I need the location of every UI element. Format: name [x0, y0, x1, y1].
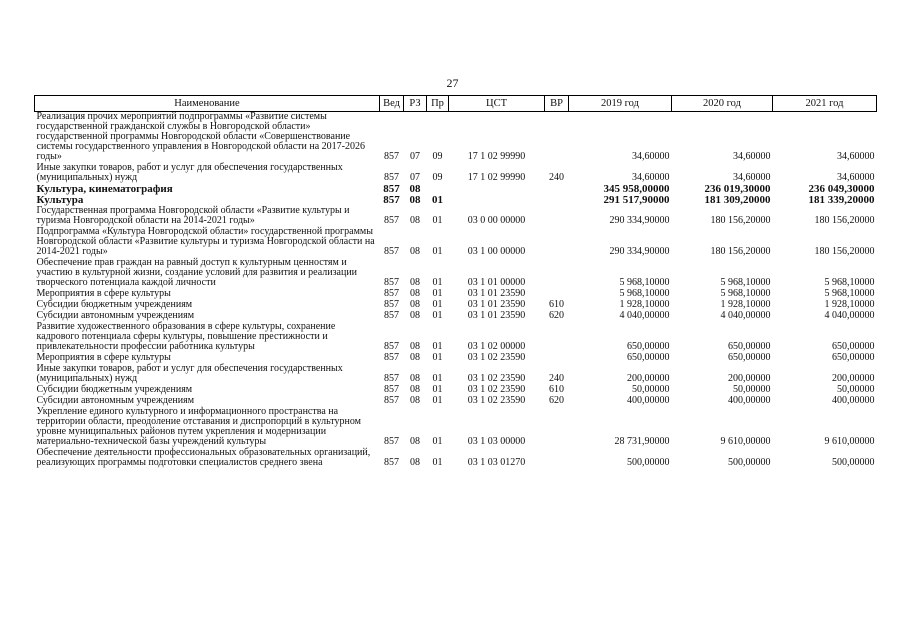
row-rz-cell: 08 — [410, 457, 420, 468]
row-rz-cell: 08 — [410, 277, 420, 288]
row-2021-cell: 1 928,10000 — [824, 299, 875, 310]
header-vr: ВР — [545, 96, 569, 112]
row-2020-cell: 4 040,00000 — [720, 310, 771, 321]
row-rz-cell: 08 — [410, 215, 420, 226]
row-name-cell: Субсидии автономным учреждениям — [36, 395, 195, 406]
header-2019: 2019 год — [569, 96, 672, 112]
row-pr-cell: 01 — [432, 310, 443, 321]
table-row — [35, 163, 877, 184]
row-vr-cell — [545, 227, 569, 258]
row-2020-cell: 1 928,10000 — [720, 299, 771, 310]
row-cst-cell: 03 1 00 00000 — [467, 246, 526, 257]
row-2019-cell: 34,60000 — [632, 151, 670, 162]
row-2020-cell: 34,60000 — [733, 172, 771, 183]
row-pr-cell: 01 — [432, 384, 443, 395]
row-2020-cell: 180 156,20000 — [710, 246, 771, 257]
table-row — [35, 364, 877, 385]
row-ved-cell: 857 — [384, 395, 399, 406]
row-pr-cell: 01 — [432, 341, 443, 352]
row-cst-cell: 03 1 02 00000 — [467, 341, 526, 352]
header-name: Наименование — [35, 96, 380, 112]
row-2019-cell: 28 731,90000 — [614, 436, 670, 447]
row-ved-cell: 857 — [384, 373, 399, 384]
row-vr-cell: 610 — [549, 299, 564, 310]
row-vr-cell — [545, 195, 569, 206]
row-2021-cell: 236 049,30000 — [808, 183, 875, 195]
row-rz-cell: 08 — [410, 352, 420, 363]
row-2021-cell: 4 040,00000 — [824, 310, 875, 321]
row-cst-cell: 03 1 02 23590 — [467, 395, 526, 406]
row-2021-cell: 34,60000 — [837, 151, 875, 162]
row-vr-cell — [545, 112, 569, 164]
table-body — [35, 112, 877, 470]
table-row — [35, 206, 877, 227]
header-pr: Пр — [427, 96, 449, 112]
row-2021-cell: 5 968,10000 — [824, 288, 875, 299]
row-cst-cell: 03 1 01 00000 — [467, 277, 526, 288]
row-2019-cell: 5 968,10000 — [619, 277, 670, 288]
row-2019-cell: 500,00000 — [627, 457, 670, 468]
row-cst-cell: 03 1 02 23590 — [467, 373, 526, 384]
row-ved-cell: 857 — [384, 352, 399, 363]
row-2020-cell: 650,00000 — [728, 341, 771, 352]
row-2019-cell: 1 928,10000 — [619, 299, 670, 310]
row-rz-cell: 08 — [410, 246, 420, 257]
row-ved-cell: 857 — [384, 310, 399, 321]
row-2020-cell: 181 309,20000 — [704, 194, 771, 206]
row-name-cell: Обеспечение прав граждан на равный доступ к культурным ценностям и участию в культурной жизни, создание условий для развития и реализации творческого потенциала каждой личности — [36, 257, 358, 288]
row-pr-cell: 09 — [432, 151, 443, 162]
row-ved-cell: 857 — [383, 183, 400, 195]
header-2020: 2020 год — [672, 96, 773, 112]
row-2021-cell: 200,00000 — [832, 373, 875, 384]
row-rz-cell: 08 — [410, 299, 420, 310]
row-rz-cell: 07 — [410, 151, 420, 162]
row-ved-cell: 857 — [384, 457, 399, 468]
row-pr-cell: 01 — [432, 373, 443, 384]
row-ved-cell: 857 — [384, 277, 399, 288]
row-pr-cell: 01 — [432, 194, 443, 206]
row-name-cell: Мероприятия в сфере культуры — [36, 288, 171, 299]
row-2021-cell: 181 339,20000 — [808, 194, 875, 206]
row-rz-cell: 08 — [409, 183, 421, 195]
row-vr-cell: 240 — [549, 172, 564, 183]
row-2020-cell: 180 156,20000 — [710, 215, 771, 226]
row-vr-cell — [545, 448, 569, 469]
row-2019-cell: 650,00000 — [627, 341, 670, 352]
row-pr-cell: 01 — [432, 277, 443, 288]
row-name-cell: Субсидии бюджетным учреждениям — [36, 299, 193, 310]
row-pr-cell: 09 — [432, 172, 443, 183]
row-name-cell: Мероприятия в сфере культуры — [36, 352, 171, 363]
row-2021-cell: 650,00000 — [832, 352, 875, 363]
row-name-cell: Субсидии бюджетным учреждениям — [36, 384, 193, 395]
row-vr-cell: 620 — [549, 395, 564, 406]
row-ved-cell: 857 — [384, 172, 399, 183]
row-2021-cell: 34,60000 — [837, 172, 875, 183]
row-rz-cell: 08 — [410, 395, 420, 406]
row-ved-cell: 857 — [384, 384, 399, 395]
row-cst-cell: 03 1 01 23590 — [467, 299, 526, 310]
row-2020-cell: 650,00000 — [728, 352, 771, 363]
row-2019-cell: 345 958,00000 — [603, 183, 670, 195]
row-ved-cell: 857 — [384, 341, 399, 352]
row-2019-cell: 290 334,90000 — [609, 215, 670, 226]
row-vr-cell — [545, 206, 569, 227]
row-ved-cell: 857 — [384, 246, 399, 257]
row-cst-cell — [449, 195, 545, 206]
row-rz-cell: 08 — [410, 310, 420, 321]
row-2019-cell: 34,60000 — [632, 172, 670, 183]
row-2021-cell: 400,00000 — [832, 395, 875, 406]
row-2021-cell: 180 156,20000 — [814, 246, 875, 257]
row-ved-cell: 857 — [384, 436, 399, 447]
row-2019-cell: 5 968,10000 — [619, 288, 670, 299]
row-2019-cell: 291 517,90000 — [603, 194, 670, 206]
row-name-cell: Субсидии автономным учреждениям — [36, 310, 195, 321]
row-2019-cell: 290 334,90000 — [609, 246, 670, 257]
row-name-cell: Развитие художественного образования в сфере культуры, сохранение кадрового потенциала сферы культуры, повышение престижности и привлекательности профессии работника культуры — [36, 321, 336, 352]
table-row — [35, 407, 877, 448]
row-name-cell: Подпрограмма «Культура Новгородской области» государственной программы Новгородской области «Развитие культуры и туризма Новгородской области на 2014-2021 годы» — [36, 226, 375, 257]
row-cst-cell: 17 1 02 99990 — [467, 151, 526, 162]
row-cst-cell: 17 1 02 99990 — [467, 172, 526, 183]
header-rz: РЗ — [404, 96, 427, 112]
row-name-cell: Иные закупки товаров, работ и услуг для обеспечения государственных (муниципальных) нужд — [36, 162, 343, 183]
row-pr-cell: 01 — [432, 436, 443, 447]
table-row — [35, 227, 877, 258]
row-pr-cell: 01 — [432, 352, 443, 363]
row-ved-cell: 857 — [384, 151, 399, 162]
row-2019-cell: 200,00000 — [627, 373, 670, 384]
header-ved: Вед — [380, 96, 404, 112]
header-2021: 2021 год — [773, 96, 877, 112]
row-pr-cell: 01 — [432, 288, 443, 299]
row-2020-cell: 5 968,10000 — [720, 277, 771, 288]
row-pr-cell: 01 — [432, 395, 443, 406]
row-2020-cell: 400,00000 — [728, 395, 771, 406]
table-row — [35, 112, 877, 164]
row-2020-cell: 9 610,00000 — [720, 436, 771, 447]
row-cst-cell: 03 0 00 00000 — [467, 215, 526, 226]
page-number: 27 — [446, 76, 459, 90]
row-pr-cell: 01 — [432, 299, 443, 310]
row-cst-cell: 03 1 02 23590 — [467, 352, 526, 363]
row-rz-cell: 08 — [410, 436, 420, 447]
table-row — [35, 448, 877, 469]
row-cst-cell: 03 1 02 23590 — [467, 384, 526, 395]
row-vr-cell: 610 — [549, 384, 564, 395]
row-cst-cell: 03 1 03 00000 — [467, 436, 526, 447]
row-rz-cell: 08 — [410, 288, 420, 299]
row-name-cell: Культура, кинематография — [36, 183, 173, 195]
row-pr-cell: 01 — [432, 215, 443, 226]
row-pr-cell: 01 — [432, 457, 443, 468]
row-vr-cell: 240 — [549, 373, 564, 384]
header-cst: ЦСТ — [449, 96, 545, 112]
row-2021-cell: 9 610,00000 — [824, 436, 875, 447]
row-name-cell: Укрепление единого культурного и информационного пространства на территории области, преодоление отставания и диспропорций в культурном уровне муниципальных районов путем укрепления и модернизации материально-технической базы учреждений культуры — [36, 406, 362, 447]
row-vr-cell — [545, 184, 569, 195]
row-rz-cell: 08 — [410, 341, 420, 352]
row-cst-cell — [449, 184, 545, 195]
row-vr-cell — [545, 353, 569, 364]
row-name-cell: Культура — [36, 194, 84, 206]
row-pr-cell: 01 — [432, 246, 443, 257]
row-2020-cell: 500,00000 — [728, 457, 771, 468]
row-name-cell: Реализация прочих мероприятий подпрограммы «Развитие системы государственной гражданской службы в Новгородской области» государственной программы Новгородской области «Совершенствование системы государственного управления в Новгородской области на 2017-2026 годы» — [36, 111, 365, 162]
row-2021-cell: 650,00000 — [832, 341, 875, 352]
row-2019-cell: 4 040,00000 — [619, 310, 670, 321]
row-vr-cell — [545, 407, 569, 448]
row-ved-cell: 857 — [384, 288, 399, 299]
row-2021-cell: 500,00000 — [832, 457, 875, 468]
row-ved-cell: 857 — [384, 299, 399, 310]
row-2021-cell: 5 968,10000 — [824, 277, 875, 288]
row-2019-cell: 650,00000 — [627, 352, 670, 363]
row-vr-cell — [545, 258, 569, 289]
row-cst-cell: 03 1 03 01270 — [467, 457, 526, 468]
table-row — [35, 258, 877, 289]
table-row — [35, 322, 877, 353]
row-2019-cell: 50,00000 — [632, 384, 670, 395]
table-header-row — [35, 96, 877, 112]
row-2020-cell: 50,00000 — [733, 384, 771, 395]
row-name-cell: Государственная программа Новгородской области «Развитие культуры и туризма Новгородской области на 2014-2021 годы» — [36, 205, 350, 226]
row-2020-cell: 5 968,10000 — [720, 288, 771, 299]
row-2020-cell: 200,00000 — [728, 373, 771, 384]
row-name-cell: Обеспечение деятельности профессиональных образовательных организаций, реализующих программы подготовки специалистов среднего звена — [36, 447, 371, 468]
row-rz-cell: 08 — [410, 384, 420, 395]
row-vr-cell: 620 — [549, 310, 564, 321]
row-cst-cell: 03 1 01 23590 — [467, 288, 526, 299]
budget-table — [34, 95, 877, 469]
row-rz-cell: 07 — [410, 172, 420, 183]
row-cst-cell: 03 1 01 23590 — [467, 310, 526, 321]
row-rz-cell: 08 — [409, 194, 421, 206]
row-rz-cell: 08 — [410, 373, 420, 384]
row-2019-cell: 400,00000 — [627, 395, 670, 406]
row-ved-cell: 857 — [383, 194, 400, 206]
row-ved-cell: 857 — [384, 215, 399, 226]
row-vr-cell — [545, 322, 569, 353]
row-2020-cell: 236 019,30000 — [704, 183, 771, 195]
row-2021-cell: 50,00000 — [837, 384, 875, 395]
row-2021-cell: 180 156,20000 — [814, 215, 875, 226]
row-name-cell: Иные закупки товаров, работ и услуг для обеспечения государственных (муниципальных) нужд — [36, 363, 343, 384]
row-2020-cell: 34,60000 — [733, 151, 771, 162]
